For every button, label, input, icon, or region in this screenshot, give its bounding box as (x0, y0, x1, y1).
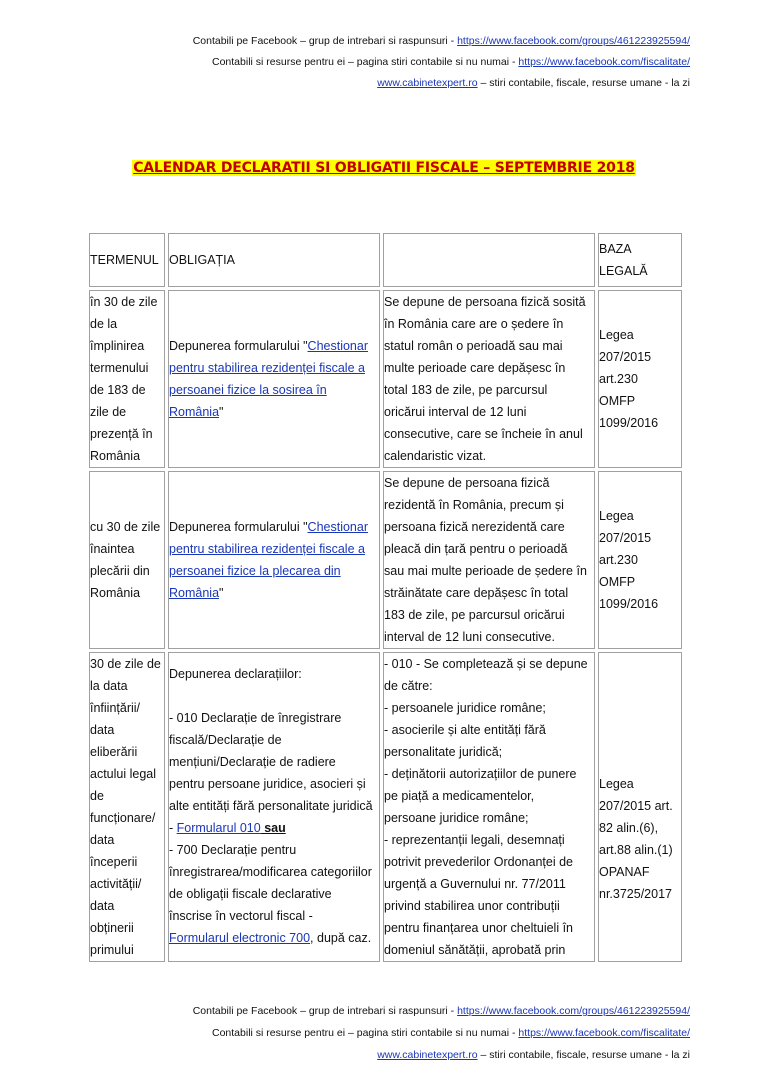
row3-termen: 30 de zile de la data înființării/ data eliberării actului legal de funcționare/ data începerii activității/ data obținerii primului (89, 652, 165, 962)
footer-line-2 (0, 1025, 690, 1041)
header-text-2: Contabili si resurse pentru ei – pagina stiri contabile si nu numai - (212, 56, 519, 68)
footer-text-3: – stiri contabile, fiscale, resurse umane - la zi (477, 1049, 690, 1061)
footer-facebook-page-link[interactable]: https://www.facebook.com/fiscalitate/ (518, 1027, 690, 1039)
table-row (89, 652, 682, 962)
formular-700-link[interactable]: Formularul electronic 700 (169, 931, 311, 945)
table-row (89, 290, 682, 468)
row1-baza: Legea 207/2015 art.230 OMFP 1099/2016 (598, 290, 682, 468)
footer-line-1 (0, 1003, 690, 1019)
table-header-row (89, 233, 682, 287)
header-baza: BAZA LEGALĂ (598, 233, 682, 287)
header-text-3: – stiri contabile, fiscale, resurse umane - la zi (477, 77, 690, 89)
chestionar-sosire-link-4[interactable]: România (169, 405, 220, 419)
row3-baza: Legea 207/2015 art. 82 alin.(6), art.88 alin.(1) OPANAF nr.3725/2017 (598, 652, 682, 962)
row3-descriere: - 010 - Se completează și se depune de către: - persoanele juridice române; - asocierile și alte entități fără personalitate juridică; - deținătorii autorizațiilor de punere pe piață a medicamentelor, persoane juridice române; - reprezentanții legali, desemnați potrivit prevederilor Ordonanței de urgență a Guvernului nr. 77/2011 privind stabilirea unor contribuții pentru finanțarea unor cheltuieli în domeniul sănătății, aprobată prin (383, 652, 595, 962)
footer-text-1: Contabili pe Facebook – grup de intrebari si raspunsuri - (192, 1005, 458, 1017)
table-row (89, 471, 682, 649)
chestionar-plecare-link-2[interactable]: pentru stabilirea rezidenței fiscale a (169, 542, 365, 556)
facebook-page-link[interactable]: https://www.facebook.com/fiscalitate/ (518, 56, 690, 68)
footer-facebook-group-link[interactable]: https://www.facebook.com/groups/461223925594/ (457, 1005, 690, 1017)
footer-line-3 (0, 1047, 690, 1063)
chestionar-sosire-link[interactable]: Chestionar (307, 339, 368, 353)
chestionar-plecare-link[interactable]: Chestionar (307, 520, 368, 534)
row1-descriere: Se depune de persoana fizică sosită în România care are o ședere în statul român o perioadă sau mai multe perioade care depășesc în total 183 de zile, pe parcursul oricărui interval de 12 luni consecutive, care se încheie în anul calendaristic vizat. (383, 290, 595, 468)
header-line-1 (0, 33, 690, 49)
row3-obligatie: Depunerea declarațiilor: - 010 Declarație de înregistrare fiscală/Declarație de mențiuni/Declarație de radiere pentru persoane juridice, asocieri și alte entități fără personalitate juridică - Formularul 010 sau - 700 Declarație pentru înregistrarea/modificarea categoriilor de obligații fiscale declarative înscrise în vectorul fiscal - Formularul electronic 700, după caz. (168, 652, 380, 962)
row2-baza: Legea 207/2015 art.230 OMFP 1099/2016 (598, 471, 682, 649)
page-title-text: CALENDAR DECLARATII SI OBLIGATII FISCALE – SEPTEMBRIE 2018 (133, 160, 635, 176)
chestionar-plecare-link-4[interactable]: România (169, 586, 220, 600)
footer-cabinetexpert-link[interactable]: www.cabinetexpert.ro (377, 1049, 478, 1061)
row2-obligatie: Depunerea formularului "Chestionar pentru stabilirea rezidenței fiscale a persoanei fizice la plecarea din România" (168, 471, 380, 649)
row1-termen: în 30 de zile de la împlinirea termenului de 183 de zile de prezență în România (89, 290, 165, 468)
page-title (0, 160, 768, 176)
header-termen: TERMENUL (89, 233, 165, 287)
cabinetexpert-link[interactable]: www.cabinetexpert.ro (377, 77, 478, 89)
chestionar-sosire-link-2[interactable]: pentru stabilirea rezidenței fiscale a (169, 361, 365, 375)
header-descriere (383, 233, 595, 287)
header-obligatie: OBLIGAȚIA (168, 233, 380, 287)
chestionar-sosire-link-3[interactable]: persoanei fizice la sosirea în (169, 383, 327, 397)
chestionar-plecare-link-3[interactable]: persoanei fizice la plecarea din (169, 564, 341, 578)
header-line-2 (0, 54, 690, 70)
facebook-group-link[interactable]: https://www.facebook.com/groups/461223925594/ (457, 35, 690, 47)
row2-descriere: Se depune de persoana fizică rezidentă în România, precum și persoana fizică nerezidentă care pleacă din țară pentru o perioadă sau mai multe perioade de ședere în străinătate care depășesc în total 183 de zile, pe parcursul oricărui interval de 12 luni consecutive. (383, 471, 595, 649)
row1-obligatie: Depunerea formularului "Chestionar pentru stabilirea rezidenței fiscale a persoanei fizice la sosirea în România" (168, 290, 380, 468)
header-text-1: Contabili pe Facebook – grup de intrebari si raspunsuri - (192, 35, 458, 47)
formular-010-link[interactable]: Formularul 010 (176, 821, 261, 835)
row2-termen: cu 30 de zile înaintea plecării din România (89, 471, 165, 649)
footer-text-2: Contabili si resurse pentru ei – pagina stiri contabile si nu numai - (212, 1027, 519, 1039)
header-line-3 (0, 75, 690, 91)
calendar-table (86, 230, 685, 965)
